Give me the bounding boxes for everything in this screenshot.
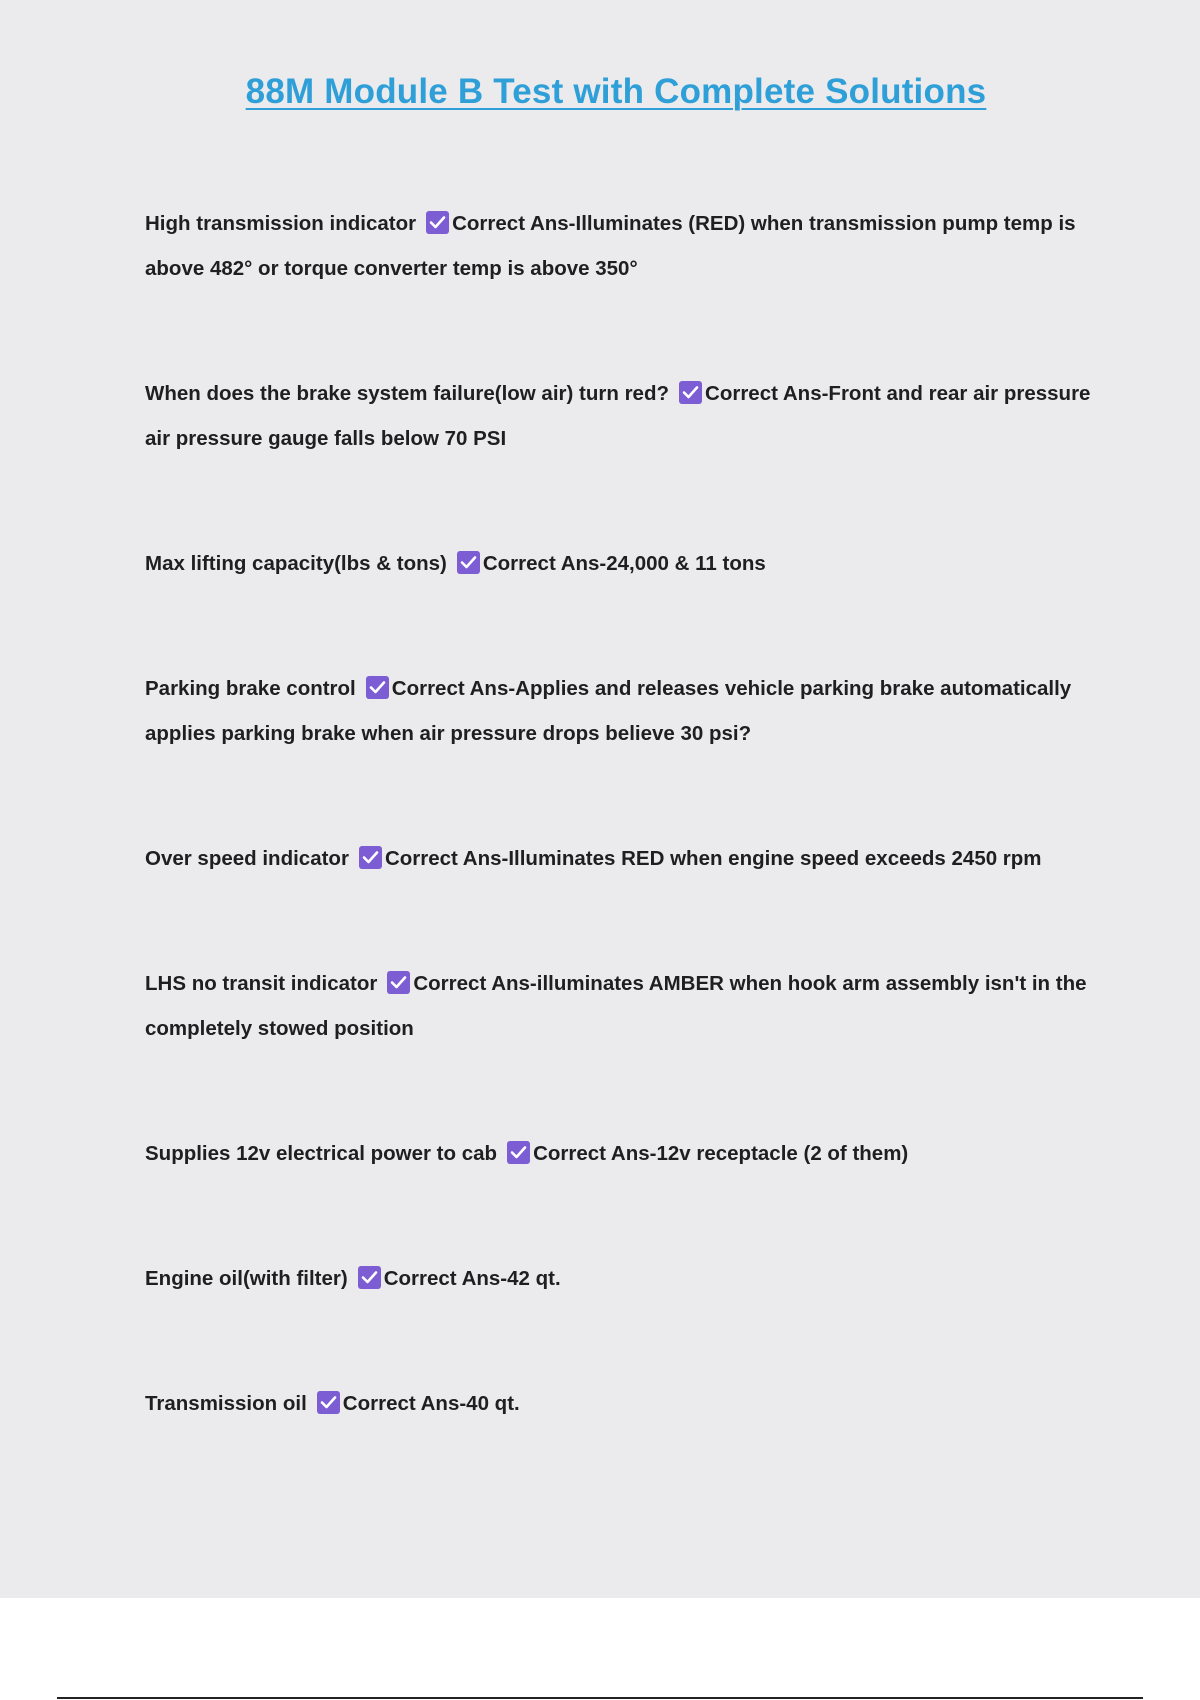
qa-item bbox=[145, 836, 1095, 881]
checkbox-checked-icon bbox=[359, 846, 382, 869]
checkbox-checked-icon bbox=[679, 381, 702, 404]
answer-text: Correct Ans-42 qt. bbox=[383, 1267, 561, 1290]
checkbox-checked-icon bbox=[317, 1391, 340, 1414]
question-text: Max lifting capacity(lbs & tons) bbox=[145, 552, 447, 575]
document-title: 88M Module B Test with Complete Solutions bbox=[245, 72, 987, 111]
qa-item bbox=[145, 541, 1095, 586]
question-text: High transmission indicator bbox=[145, 212, 417, 235]
question-text: Over speed indicator bbox=[145, 847, 349, 870]
qa-list bbox=[145, 201, 1095, 1426]
answer-text: Correct Ans-Illuminates (RED) when transmission pump temp is above 482° or torque converter temp is above 350° bbox=[145, 212, 1076, 280]
qa-item bbox=[145, 201, 1095, 291]
answer-text: Correct Ans-24,000 & 11 tons bbox=[482, 552, 766, 575]
qa-item bbox=[145, 961, 1095, 1051]
question-text: Engine oil(with filter) bbox=[145, 1267, 348, 1290]
checkbox-checked-icon bbox=[507, 1141, 530, 1164]
qa-item bbox=[145, 1381, 1095, 1426]
question-text: When does the brake system failure(low air) turn red? bbox=[145, 382, 670, 405]
checkbox-checked-icon bbox=[426, 211, 449, 234]
question-text: Transmission oil bbox=[145, 1392, 307, 1415]
answer-text: Correct Ans-Illuminates RED when engine speed exceeds 2450 rpm bbox=[384, 847, 1042, 870]
answer-text: Correct Ans-40 qt. bbox=[342, 1392, 520, 1415]
checkbox-checked-icon bbox=[457, 551, 480, 574]
question-text: Supplies 12v electrical power to cab bbox=[145, 1142, 498, 1165]
answer-text: Correct Ans-Applies and releases vehicle parking brake automatically applies parking brake when air pressure drops believe 30 psi? bbox=[145, 677, 1072, 745]
question-text: Parking brake control bbox=[145, 677, 356, 700]
checkbox-checked-icon bbox=[387, 971, 410, 994]
footer-divider bbox=[57, 1697, 1143, 1699]
qa-item bbox=[145, 666, 1095, 756]
answer-text: Correct Ans-Front and rear air pressure air pressure gauge falls below 70 PSI bbox=[145, 382, 1091, 450]
checkbox-checked-icon bbox=[358, 1266, 381, 1289]
question-text: LHS no transit indicator bbox=[145, 972, 378, 995]
answer-text: Correct Ans-illuminates AMBER when hook arm assembly isn't in the completely stowed position bbox=[145, 972, 1087, 1040]
answer-text: Correct Ans-12v receptacle (2 of them) bbox=[533, 1142, 909, 1165]
checkbox-checked-icon bbox=[366, 676, 389, 699]
qa-item bbox=[145, 371, 1095, 461]
qa-item bbox=[145, 1131, 1095, 1176]
qa-item bbox=[145, 1256, 1095, 1301]
